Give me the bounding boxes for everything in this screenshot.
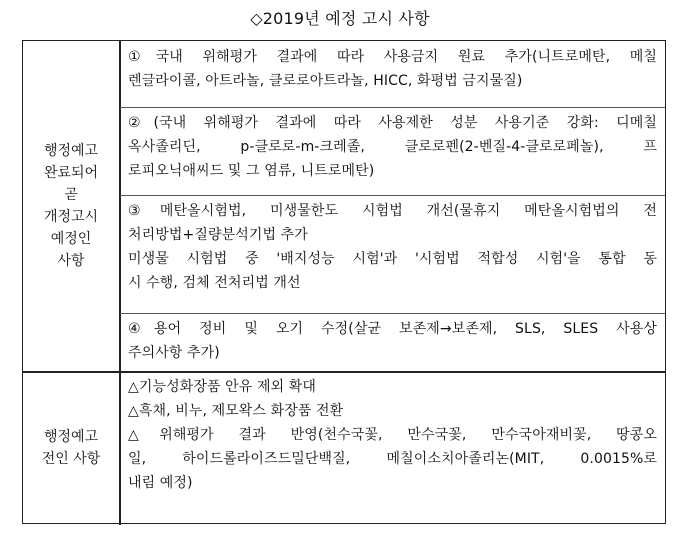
group-label: 행정예고 전인 사항 bbox=[41, 429, 101, 467]
group-label-cell bbox=[23, 371, 119, 525]
item-line: ①국내 위해평가 결과에 따라 사용금지 원료 추가(니트로메탄, 메칠 bbox=[128, 49, 657, 65]
item-line: 내림 예정) bbox=[128, 475, 193, 491]
item-line: △흑채, 비누, 제모왁스 화장품 전환 bbox=[128, 403, 344, 419]
item-line: 주의사항 추가) bbox=[128, 345, 220, 361]
item-cell bbox=[120, 41, 665, 107]
item-line: 일, 하이드롤라이즈드밀단백질, 메칠이소치아졸리논(MIT, 0.0015%로 bbox=[128, 451, 657, 467]
notice-table bbox=[22, 40, 666, 524]
item-cell bbox=[120, 195, 665, 313]
group-pre-notice bbox=[23, 371, 665, 525]
item-line: 로피오닉애씨드 및 그 염류, 니트로메탄) bbox=[128, 163, 375, 179]
item-cell bbox=[120, 107, 665, 195]
item-line: 처리방법+질량분석기법 추가 bbox=[128, 227, 308, 243]
item-line: 렌글라이콜, 아트라놀, 클로로아트라놀, HICC, 화평법 금지물질) bbox=[128, 73, 523, 89]
item-line: △기능성화장품 안유 제외 확대 bbox=[128, 379, 317, 395]
item-line: ③메탄올시험법, 미생물한도 시험법 개선(물휴지 메탄올시험법의 전 bbox=[128, 203, 657, 219]
item-line: 시 수행, 검체 전처리법 개선 bbox=[128, 275, 301, 291]
item-line: 옥사졸리딘, p-클로로-m-크레졸, 클로로펜(2-벤질-4-클로로페놀), 프 bbox=[128, 139, 657, 155]
group-label: 행정예고 완료되어 곧 개정고시 예정인 사항 bbox=[43, 143, 99, 269]
item-line: ②(국내 위해평가 결과에 따라 사용제한 성분 사용기준 강화: 디메칠 bbox=[128, 115, 657, 131]
item-line: 미생물 시험법 중 '배지성능 시험'과 '시험법 적합성 시험'을 통합 동 bbox=[128, 251, 657, 267]
page-title: ◇2019년 예정 고시 사항 bbox=[250, 9, 430, 28]
item-line: ④용어 정비 및 오기 수정(살균 보존제→보존제, SLS, SLES 사용상 bbox=[128, 321, 657, 337]
item-line: △위해평가 결과 반영(천수국꽃, 만수국꽃, 만수국아재비꽃, 땅콩오 bbox=[128, 427, 657, 443]
item-cell bbox=[120, 313, 665, 371]
item-cell bbox=[120, 371, 665, 525]
group-completed-notice bbox=[23, 41, 665, 371]
group-label-cell bbox=[23, 41, 119, 371]
